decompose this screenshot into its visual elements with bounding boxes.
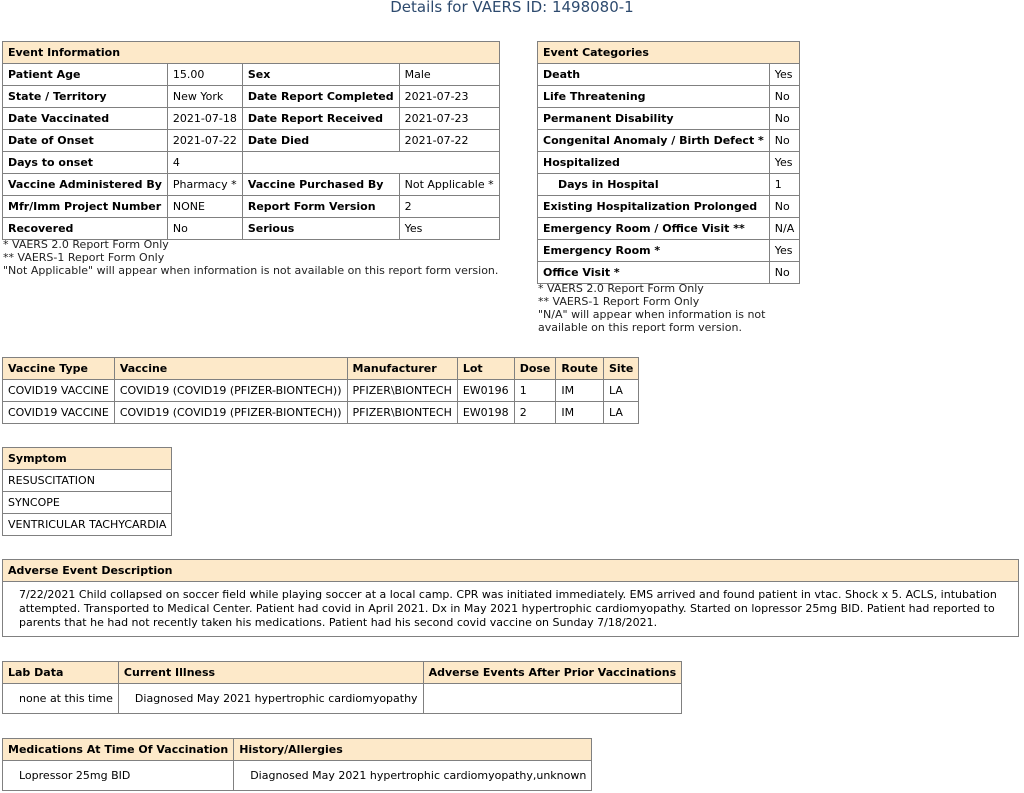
- table-cell: PFIZER\BIONTECH: [347, 380, 457, 402]
- field-value: 2021-07-23: [399, 108, 499, 130]
- field-label: Recovered: [3, 218, 168, 240]
- vaccine-table: [2, 357, 639, 424]
- footnote: ** VAERS-1 Report Form Only: [3, 251, 165, 264]
- event-information-table: [2, 41, 500, 240]
- field-label: Days to onset: [3, 152, 168, 174]
- field-label: State / Territory: [3, 86, 168, 108]
- table-row: [538, 64, 800, 86]
- category-label: Days in Hospital: [538, 174, 770, 196]
- column-header: Medications At Time Of Vaccination: [3, 739, 234, 761]
- table-row: [538, 218, 800, 240]
- footnote: ** VAERS-1 Report Form Only: [538, 295, 700, 308]
- field-value: 4: [167, 152, 242, 174]
- category-label: Life Threatening: [538, 86, 770, 108]
- field-value: NONE: [167, 196, 242, 218]
- table-row: [3, 684, 682, 714]
- table-row: [3, 130, 500, 152]
- category-value: Yes: [769, 152, 799, 174]
- table-cell: COVID19 (COVID19 (PFIZER-BIONTECH)): [114, 380, 347, 402]
- field-label: Sex: [242, 64, 399, 86]
- symptom-table: [2, 447, 172, 536]
- table-row: [3, 152, 500, 174]
- field-value: 2021-07-23: [399, 86, 499, 108]
- empty-cell: [242, 152, 499, 174]
- table-header-row: [3, 358, 639, 380]
- field-value: 2021-07-22: [167, 130, 242, 152]
- field-value: Not Applicable *: [399, 174, 499, 196]
- category-label: Emergency Room / Office Visit **: [538, 218, 770, 240]
- category-value: No: [769, 86, 799, 108]
- prior-vaccination-events-value: [423, 684, 682, 714]
- table-row: [3, 380, 639, 402]
- field-value: Yes: [399, 218, 499, 240]
- column-header: Current Illness: [118, 662, 423, 684]
- table-cell: EW0196: [457, 380, 514, 402]
- event-information-notes: [3, 238, 498, 277]
- table-row: [538, 130, 800, 152]
- table-cell: COVID19 VACCINE: [3, 402, 115, 424]
- column-header: Lot: [457, 358, 514, 380]
- column-header: Manufacturer: [347, 358, 457, 380]
- category-value: 1: [769, 174, 799, 196]
- event-categories-table: [537, 41, 800, 284]
- table-cell: LA: [603, 380, 638, 402]
- column-header: Vaccine: [114, 358, 347, 380]
- event-categories-header: Event Categories: [538, 42, 800, 64]
- category-label: Hospitalized: [538, 152, 770, 174]
- field-label: Vaccine Administered By: [3, 174, 168, 196]
- event-categories-notes: [538, 282, 765, 334]
- table-row: [538, 108, 800, 130]
- column-header: Vaccine Type: [3, 358, 115, 380]
- field-label: Mfr/Imm Project Number: [3, 196, 168, 218]
- field-label: Serious: [242, 218, 399, 240]
- footnote: "N/A" will appear when information is not: [538, 308, 766, 321]
- table-cell: PFIZER\BIONTECH: [347, 402, 457, 424]
- category-label: Emergency Room *: [538, 240, 770, 262]
- field-value: Male: [399, 64, 499, 86]
- table-row: [3, 514, 172, 536]
- category-label: Death: [538, 64, 770, 86]
- symptom-item: RESUSCITATION: [3, 470, 172, 492]
- table-row: [3, 402, 639, 424]
- medications-table: [2, 738, 592, 791]
- table-header-row: [3, 739, 592, 761]
- lab-data-value: none at this time: [3, 684, 119, 714]
- table-row: [3, 218, 500, 240]
- column-header: Lab Data: [3, 662, 119, 684]
- lab-data-table: [2, 661, 682, 714]
- field-value: 15.00: [167, 64, 242, 86]
- table-cell: IM: [556, 402, 604, 424]
- event-information-header: Event Information: [3, 42, 500, 64]
- footnote: available on this report form version.: [538, 321, 742, 334]
- column-header: Route: [556, 358, 604, 380]
- medications-value: Lopressor 25mg BID: [3, 761, 234, 791]
- table-cell: 1: [514, 380, 556, 402]
- category-value: N/A: [769, 218, 799, 240]
- footnote: "Not Applicable" will appear when information is not available on this report form version.: [3, 264, 499, 277]
- field-label: Date Report Received: [242, 108, 399, 130]
- page-title: Details for VAERS ID: 1498080-1: [390, 0, 634, 16]
- table-row: [538, 174, 800, 196]
- table-row: [3, 86, 500, 108]
- table-row: [3, 470, 172, 492]
- field-value: No: [167, 218, 242, 240]
- table-row: [538, 262, 800, 284]
- table-cell: LA: [603, 402, 638, 424]
- category-value: No: [769, 196, 799, 218]
- field-label: Date of Onset: [3, 130, 168, 152]
- adverse-event-table: [2, 559, 1019, 637]
- column-header: Site: [603, 358, 638, 380]
- field-value: 2: [399, 196, 499, 218]
- table-cell: 2: [514, 402, 556, 424]
- footnote: * VAERS 2.0 Report Form Only: [538, 282, 704, 295]
- table-row: [538, 86, 800, 108]
- history-allergies-value: Diagnosed May 2021 hypertrophic cardiomyopathy,unknown: [234, 761, 592, 791]
- field-value: New York: [167, 86, 242, 108]
- symptom-item: SYNCOPE: [3, 492, 172, 514]
- table-cell: IM: [556, 380, 604, 402]
- category-value: Yes: [769, 240, 799, 262]
- category-label: Permanent Disability: [538, 108, 770, 130]
- symptom-header: Symptom: [3, 448, 172, 470]
- table-row: [538, 196, 800, 218]
- category-label: Congenital Anomaly / Birth Defect *: [538, 130, 770, 152]
- field-value: 2021-07-22: [399, 130, 499, 152]
- category-value: No: [769, 130, 799, 152]
- field-label: Date Report Completed: [242, 86, 399, 108]
- field-label: Report Form Version: [242, 196, 399, 218]
- table-row: [3, 64, 500, 86]
- current-illness-value: Diagnosed May 2021 hypertrophic cardiomyopathy: [118, 684, 423, 714]
- field-label: Vaccine Purchased By: [242, 174, 399, 196]
- category-value: No: [769, 262, 799, 284]
- table-row: [3, 174, 500, 196]
- field-value: Pharmacy *: [167, 174, 242, 196]
- symptom-item: VENTRICULAR TACHYCARDIA: [3, 514, 172, 536]
- column-header: Dose: [514, 358, 556, 380]
- adverse-event-description: 7/22/2021 Child collapsed on soccer field while playing soccer at a local camp. CPR was initiated immediately. EMS arrived and found patient in vtac. Shock x 5. ACLS, intubation attempted. Transported to Medical Center. Patient had covid in April 2021. Dx in May 2021 hypertrophic cardiomyopathy. Started on lopressor 25mg BID. Patient had reported to parents that he had not recently taken his medications. Patient had his second covid vaccine on Sunday 7/18/2021.: [3, 582, 1019, 637]
- footnote: * VAERS 2.0 Report Form Only: [3, 238, 169, 251]
- table-cell: COVID19 (COVID19 (PFIZER-BIONTECH)): [114, 402, 347, 424]
- column-header: Adverse Events After Prior Vaccinations: [423, 662, 682, 684]
- table-cell: EW0198: [457, 402, 514, 424]
- table-row: [3, 761, 592, 791]
- category-value: No: [769, 108, 799, 130]
- adverse-event-header: Adverse Event Description: [3, 560, 1019, 582]
- column-header: History/Allergies: [234, 739, 592, 761]
- table-header-row: [3, 662, 682, 684]
- table-row: [538, 240, 800, 262]
- category-label: Existing Hospitalization Prolonged: [538, 196, 770, 218]
- field-label: Date Vaccinated: [3, 108, 168, 130]
- table-row: [538, 152, 800, 174]
- table-row: [3, 196, 500, 218]
- table-row: [3, 108, 500, 130]
- field-value: 2021-07-18: [167, 108, 242, 130]
- category-label: Office Visit *: [538, 262, 770, 284]
- table-cell: COVID19 VACCINE: [3, 380, 115, 402]
- category-value: Yes: [769, 64, 799, 86]
- field-label: Date Died: [242, 130, 399, 152]
- table-row: [3, 492, 172, 514]
- field-label: Patient Age: [3, 64, 168, 86]
